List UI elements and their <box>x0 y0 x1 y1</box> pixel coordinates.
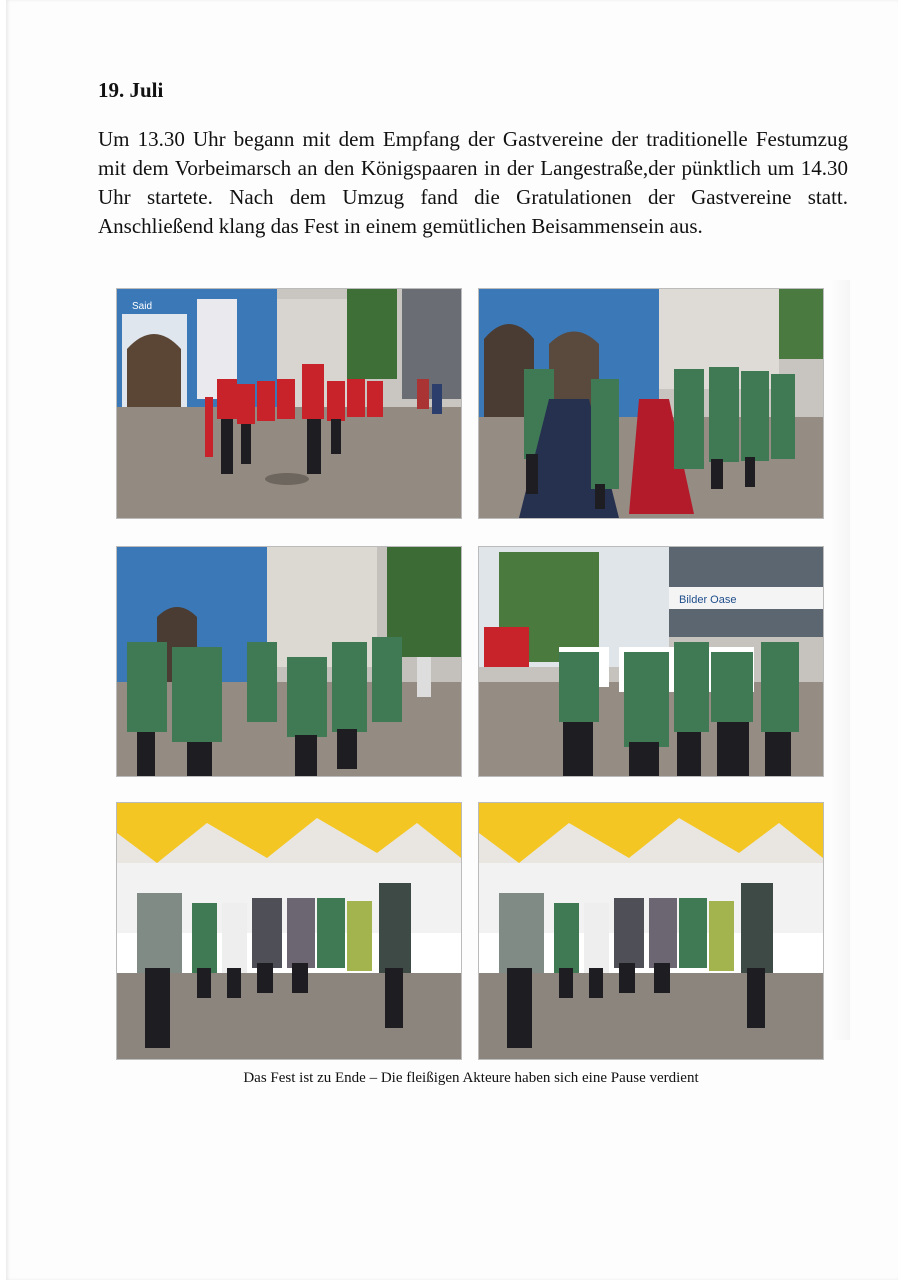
shop-sign-text: Said <box>132 301 153 312</box>
shop-sign-text: Bilder Oase <box>679 594 737 606</box>
body-paragraph: Um 13.30 Uhr begann mit dem Empfang der Gastvereine der traditionelle Festumzug mit dem Vorbeimarsch an den Königspaaren in der Langestraße,der pünktlich um 14.30 Uhr startete. Nach dem Umzug fand die Gratulationen der Gastvereine statt. Anschließend klang das Fest in einem gemütlichen Beisammensein aus. <box>98 127 848 238</box>
photo-ladies-green-vests <box>478 546 824 777</box>
photo-parade-band <box>116 288 462 519</box>
bleed-through-shadow <box>830 280 850 1040</box>
photo-royal-couples <box>478 288 824 519</box>
photo-tent-pause-1 <box>116 802 462 1060</box>
photo-marchers-street <box>116 546 462 777</box>
page-heading: 19. Juli <box>98 78 164 102</box>
scanned-page <box>6 0 898 1280</box>
photo-tent-pause-2 <box>478 802 824 1060</box>
photo-caption: Das Fest ist zu Ende – Die fleißigen Akteure haben sich eine Pause verdient <box>243 1070 699 1086</box>
